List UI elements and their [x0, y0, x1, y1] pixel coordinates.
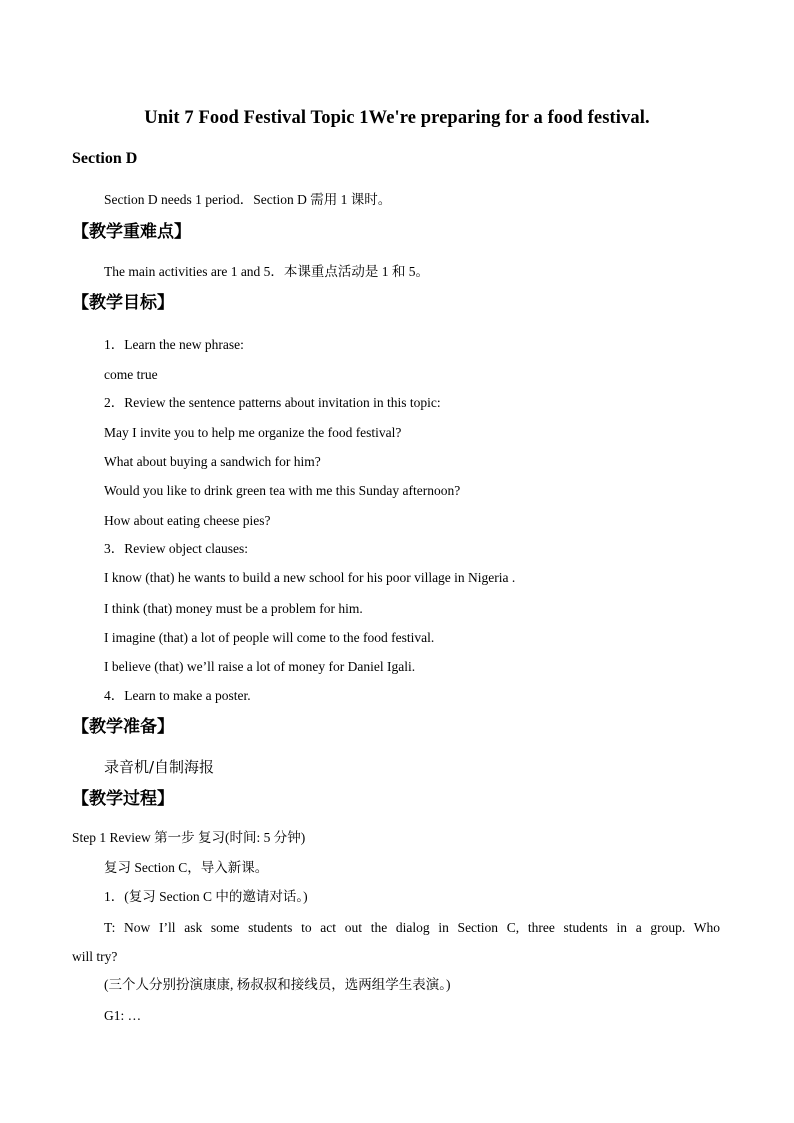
teacher-line: T: Now I’ll ask some students to act out the dialog in Section C, three students in a group. Who — [104, 920, 720, 935]
objective-item-2: 2．Review the sentence patterns about invitation in this topic: — [104, 395, 441, 410]
objective-item-4: 4．Learn to make a poster. — [104, 688, 251, 703]
step1-item-1: 1．(复习 Section C 中的邀请对话。) — [104, 889, 308, 904]
heading-objectives: 【教学目标】 — [72, 293, 174, 313]
step1-heading: Step 1 Review 第一步 复习(时间: 5 分钟) — [72, 830, 306, 845]
key-points-text: The main activities are 1 and 5．本课重点活动是 1 和 5。 — [104, 264, 430, 279]
objective-item-2-line: What about buying a sandwich for him? — [104, 454, 321, 469]
objective-item-3-line: I believe (that) we’ll raise a lot of money for Daniel Igali. — [104, 659, 416, 674]
objective-item-1: 1．Learn the new phrase: — [104, 337, 244, 352]
objective-item-1-phrase: come true — [104, 367, 158, 382]
group1-line: G1: … — [104, 1008, 142, 1023]
preparation-text: 录音机/自制海报 — [104, 758, 215, 776]
role-play-note: (三个人分别扮演康康, 杨叔叔和接线员，选两组学生表演。) — [104, 977, 451, 992]
objective-item-3-line: I know (that) he wants to build a new school for his poor village in Nigeria . — [104, 570, 516, 585]
objective-item-3-line: I imagine (that) a lot of people will come to the food festival. — [104, 630, 435, 645]
objective-item-3-line: I think (that) money must be a problem for him. — [104, 601, 363, 616]
objective-item-3: 3．Review object clauses: — [104, 541, 248, 556]
heading-preparation: 【教学准备】 — [72, 717, 174, 737]
teacher-line-continued: will try? — [72, 949, 118, 964]
objective-item-2-line: May I invite you to help me organize the food festival? — [104, 425, 402, 440]
heading-process: 【教学过程】 — [72, 789, 174, 809]
section-label: Section D — [72, 150, 138, 167]
objective-item-2-line: Would you like to drink green tea with me this Sunday afternoon? — [104, 483, 461, 498]
objective-item-2-line: How about eating cheese pies? — [104, 513, 271, 528]
period-line: Section D needs 1 period．Section D 需用 1 课时。 — [104, 192, 392, 207]
heading-key-points: 【教学重难点】 — [72, 222, 191, 242]
step1-intro: 复习 Section C，导入新课。 — [104, 860, 269, 875]
document-title: Unit 7 Food Festival Topic 1We're preparing for a food festival. — [144, 108, 650, 128]
